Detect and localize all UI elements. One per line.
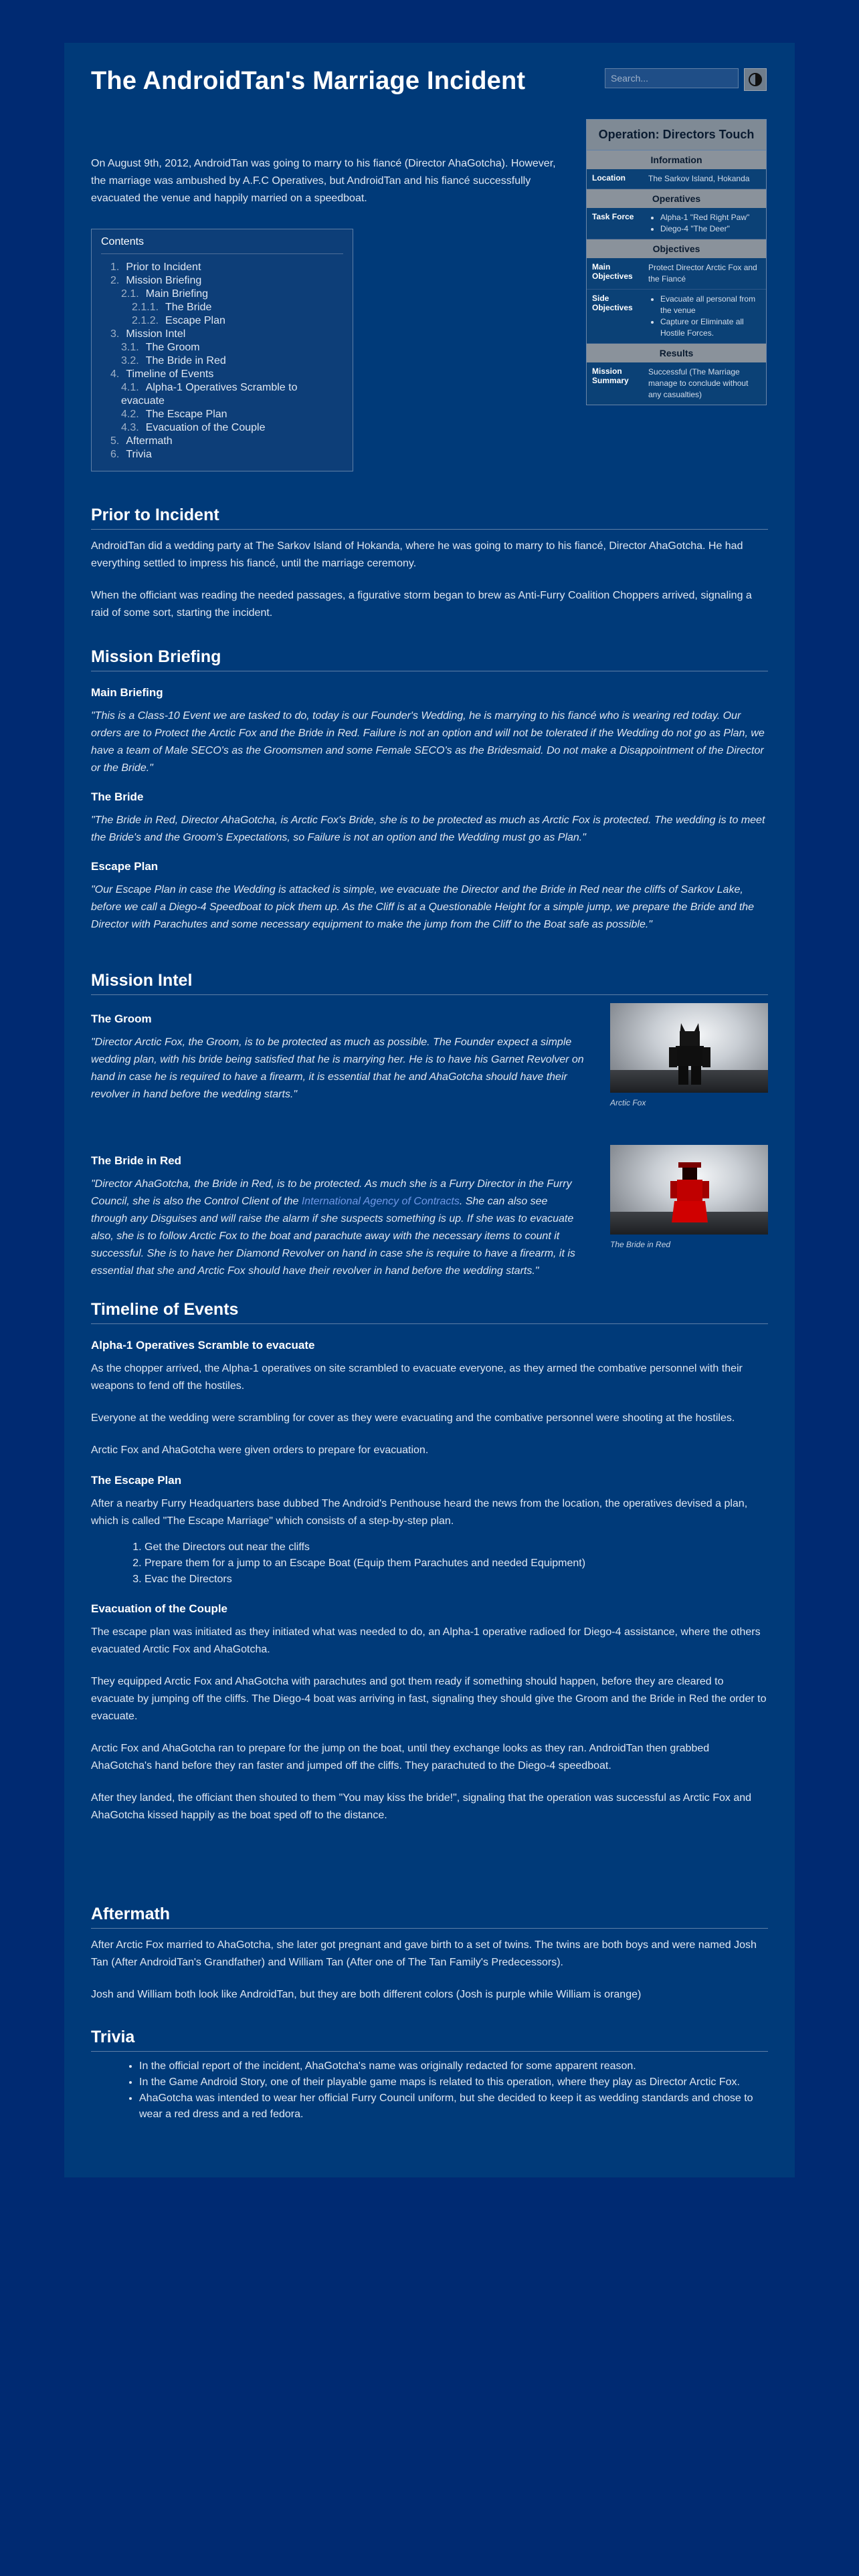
- quote-text: "Director AhaGotcha, the Bride in Red, is to be protected. As much she is a Furry Director in the Furry Council, she is also the Control Client of the: [91, 1178, 572, 1207]
- subsection-heading: Evacuation of the Couple: [91, 1602, 228, 1615]
- infobox-information-header: Information: [587, 150, 766, 169]
- section-the-bride-in-red: [91, 1154, 586, 1280]
- half-circle-icon: [748, 72, 763, 87]
- toc-label: The Groom: [145, 342, 200, 353]
- section-timeline: [91, 1300, 768, 1824]
- infobox-label: Task Force: [592, 212, 634, 221]
- toc-label: Mission Briefing: [126, 275, 202, 286]
- infobox-value: The Sarkov Island, Hokanda: [648, 174, 750, 183]
- search-input[interactable]: Search...: [605, 68, 739, 88]
- toc-item-main-briefing[interactable]: [101, 288, 343, 301]
- quote-paragraph: "The Bride in Red, Director AhaGotcha, is Arctic Fox's Bride, she is to be protected as much as Arctic Fox is protected. The wedding is to meet the Bride's and the Groom's Expectations, so Failure is not an option and the Wedding must go as Plan.": [91, 815, 765, 843]
- infobox-value: [648, 212, 761, 235]
- toc-item-mission-intel[interactable]: [101, 328, 343, 341]
- toc-item-the-groom[interactable]: [101, 341, 343, 354]
- section-heading: Timeline of Events: [91, 1300, 768, 1324]
- figure-caption: Arctic Fox: [610, 1098, 646, 1107]
- paragraph: Arctic Fox and AhaGotcha ran to prepare for the jump on the boat, until they exchange looks as they ran. AndroidTan then grabbed AhaGotcha's hand before they ran faster and jumped off the cliffs. They parachuted to the Diego-4 speedboat.: [91, 1743, 710, 1772]
- infobox-value: Protect Director Arctic Fox and the Fiancé: [648, 263, 757, 284]
- subsection-heading: Alpha-1 Operatives Scramble to evacuate: [91, 1339, 315, 1352]
- toc-label: Evacuation of the Couple: [145, 422, 266, 433]
- list-item: • In the official report of the incident, AhaGotcha's name was originally redacted for some apparent reason.: [139, 2058, 768, 2074]
- toc-label: The Bride: [165, 302, 212, 313]
- list-item: • Diego-4 "The Deer": [660, 223, 761, 235]
- toc-number: 2.: [110, 275, 120, 286]
- section-prior: [91, 506, 768, 622]
- section-heading: Mission Briefing: [91, 647, 768, 671]
- international-agency-of-contracts-link[interactable]: International Agency of Contracts: [301, 1196, 460, 1207]
- paragraph: Everyone at the wedding were scrambling for cover as they were evacuating and the combative personnel were shooting at the hostiles.: [91, 1412, 735, 1424]
- figure-arctic-fox: [610, 1003, 768, 1107]
- quote-text: . She can also see through any Disguises and will raise the alarm if she suspects something is up. If she was to evacuate also, she is to follow Arctic Fox to the boat and parachute away with the necessary items to count it successful. She is to have her Diamond Revolver on hand in case she is require to have a firearm, it is essential that she and Arctic Fox should have their revolver in hand before the wedding starts.": [91, 1196, 575, 1277]
- section-mission-briefing: [91, 647, 768, 934]
- infobox-label: Side Objectives: [592, 294, 633, 312]
- section-heading: Aftermath: [91, 1905, 768, 1929]
- section-heading: Trivia: [91, 2028, 768, 2052]
- list-item: • Capture or Eliminate all Hostile Forces.: [660, 316, 761, 339]
- toc-title: Contents: [101, 236, 343, 254]
- page-title: The AndroidTan's Marriage Incident: [91, 67, 526, 95]
- toc-label: Trivia: [126, 449, 152, 460]
- section-heading: Mission Intel: [91, 971, 768, 995]
- paragraph: When the officiant was reading the needed passages, a figurative storm began to brew as Anti-Furry Coalition Choppers arrived, signaling a raid of some sort, starting the incident.: [91, 590, 752, 619]
- toc-label: Timeline of Events: [126, 368, 214, 380]
- toc-number: 2.1.2.: [132, 315, 159, 326]
- paragraph: AndroidTan did a wedding party at The Sarkov Island of Hokanda, where he was going to marry to his fiancé, Director AhaGotcha. He had everything settled to impress his fiancé, until the marriage ceremony.: [91, 540, 743, 569]
- subsection-heading: The Groom: [91, 1012, 152, 1025]
- toc-label: Escape Plan: [165, 315, 225, 326]
- toc-label: The Bride in Red: [145, 355, 226, 366]
- infobox-label: Main Objectives: [592, 262, 633, 281]
- toc-item-timeline[interactable]: [101, 368, 343, 381]
- toc-number: 3.2.: [121, 355, 139, 366]
- intro-paragraph: On August 9th, 2012, AndroidTan was going to marry to his fiancé (Director AhaGotcha). However, the marriage was ambushed by A.F.C Operatives, but AndroidTan and his fiancé successfully evacuated the venue and happily married on a speedboat.: [91, 158, 556, 204]
- toc-label: The Escape Plan: [145, 409, 227, 420]
- quote-paragraph: "Director Arctic Fox, the Groom, is to be protected as much as possible. The Founder expect a simple wedding plan, with his bride being satisfied that he is marrying her. He is to have his Garnet Revolver on hand in case he is required to have a firearm, it is essential that he and AhaGotcha should have their revolver in hand before the wedding starts.": [91, 1037, 584, 1100]
- toc-item-the-bride[interactable]: [101, 301, 343, 314]
- bride-in-red-image: [610, 1145, 768, 1235]
- infobox-main-objectives-row: [587, 258, 766, 290]
- paragraph: Josh and William both look like AndroidTan, but they are both different colors (Josh is purple while William is orange): [91, 1989, 642, 2000]
- section-the-groom: [91, 1012, 586, 1103]
- list-item: • AhaGotcha was intended to wear her official Furry Council uniform, but she decided to keep it as wedding standards and chose to wear a red dress and a red fedora.: [139, 2090, 768, 2123]
- infobox-summary-row: [587, 362, 766, 405]
- subsection-heading: Main Briefing: [91, 686, 163, 699]
- theme-toggle-button[interactable]: [744, 68, 767, 91]
- toc-item-mission-briefing[interactable]: [101, 274, 343, 288]
- subsection-heading: The Bride in Red: [91, 1154, 182, 1167]
- toc-item-scramble[interactable]: [101, 381, 343, 408]
- subsection-heading: The Escape Plan: [91, 1474, 182, 1487]
- toc-number: 5.: [110, 435, 120, 447]
- section-mission-intel: [91, 971, 768, 995]
- list-item: 2. Prepare them for a jump to an Escape Boat (Equip them Parachutes and needed Equipment): [145, 1555, 768, 1572]
- toc-number: 3.: [110, 328, 120, 340]
- toc-label: Mission Intel: [126, 328, 186, 340]
- infobox-label: Mission Summary: [592, 366, 629, 385]
- infobox-title: Operation: Directors Touch: [587, 120, 766, 150]
- toc-label: Main Briefing: [145, 288, 209, 300]
- character-silhouette-icon: [666, 1022, 713, 1086]
- figure-caption: The Bride in Red: [610, 1240, 671, 1249]
- toc-number: 3.1.: [121, 342, 139, 353]
- toc-number: 2.1.1.: [132, 302, 159, 313]
- infobox-label: Location: [592, 173, 626, 183]
- infobox-location-row: [587, 169, 766, 189]
- toc-label: Aftermath: [126, 435, 173, 447]
- toc-number: 2.1.: [121, 288, 139, 300]
- infobox-results-header: Results: [587, 344, 766, 362]
- infobox-objectives-header: Objectives: [587, 239, 766, 258]
- trivia-list: [91, 2058, 768, 2123]
- infobox-operatives-header: Operatives: [587, 189, 766, 208]
- paragraph: After Arctic Fox married to AhaGotcha, she later got pregnant and gave birth to a set of twins. The twins are both boys and were named Josh Tan (After AndroidTan's Grandfather) and William Tan (After one of The Tan Family's Predecessors).: [91, 1939, 757, 1968]
- section-aftermath: [91, 1905, 768, 2004]
- figure-bride-in-red: [610, 1145, 768, 1249]
- infobox-value: Successful (The Marriage manage to conclude without any casualties): [648, 367, 749, 399]
- toc-number: 4.2.: [121, 409, 139, 420]
- list-item: • In the Game Android Story, one of their playable game maps is related to this operation, where they play as Director Arctic Fox.: [139, 2074, 768, 2090]
- paragraph: As the chopper arrived, the Alpha-1 operatives on site scrambled to evacuate everyone, as they armed the combative personnel with their weapons to fend off the hostiles.: [91, 1363, 743, 1392]
- paragraph: After they landed, the officiant then shouted to them "You may kiss the bride!", signaling that the operation was successful as Arctic Fox and AhaGotcha kissed happily as the boat sped off to the distance.: [91, 1792, 752, 1821]
- toc-number: 4.3.: [121, 422, 139, 433]
- quote-paragraph: "This is a Class-10 Event we are tasked to do, today is our Founder's Wedding, he is marrying to his fiancé who is wearing red today. Our orders are to Protect the Arctic Fox and the Bride in Red. Failure is not an option and will not be tolerated if the Wedding do not go as Plan, we have a team of Male SECO's as the Groomsmen and some Female SECO's as the Bridesmaid. Do not make a Disappointment of the Director or the Bride.": [91, 710, 765, 774]
- paragraph: They equipped Arctic Fox and AhaGotcha with parachutes and got them ready if something should happen, before they are cleared to evacuate by jumping off the cliffs. The Diego-4 boat was arriving in fast, signaling they should give the Groom and the Bride in Red the order to evacuate.: [91, 1676, 767, 1722]
- section-heading: Prior to Incident: [91, 506, 768, 530]
- character-silhouette-icon: [669, 1161, 710, 1225]
- subsection-heading: The Bride: [91, 790, 144, 803]
- toc-label: Prior to Incident: [126, 261, 201, 273]
- toc-number: 1.: [110, 261, 120, 273]
- infobox-task-force-row: [587, 208, 766, 239]
- toc-label: Alpha-1 Operatives Scramble to evacuate: [121, 382, 298, 407]
- toc-item-trivia[interactable]: [101, 448, 343, 461]
- toc-item-bride-in-red[interactable]: [101, 354, 343, 368]
- list-item: 3. Evac the Directors: [145, 1572, 768, 1588]
- list-item: 1. Get the Directors out near the cliffs: [145, 1539, 768, 1555]
- paragraph: After a nearby Furry Headquarters base dubbed The Android's Penthouse heard the news from the location, the operatives devised a plan, which is called "The Escape Marriage" which consists of a step-by-step plan.: [91, 1498, 748, 1527]
- quote-paragraph: "Our Escape Plan in case the Wedding is attacked is simple, we evacuate the Director and the Bride in Red near the cliffs of Sarkov Lake, before we call a Diego-4 Speedboat to pick them up. As the Cliff is at a Questionable Height for a simple jump, we prepare the Bride and the Director with Parachutes and some necessary equipment to make the jump from the Cliff to the Boat safe as possible.": [91, 884, 755, 930]
- subsection-heading: Escape Plan: [91, 860, 159, 873]
- table-of-contents: [91, 229, 353, 471]
- toc-item-the-escape-plan[interactable]: [101, 408, 343, 421]
- toc-item-prior[interactable]: [101, 261, 343, 274]
- paragraph: The escape plan was initiated as they initiated what was needed to do, an Alpha-1 operative radioed for Diego-4 assistance, where the others evacuated Arctic Fox and AhaGotcha.: [91, 1626, 761, 1655]
- toc-item-escape-plan[interactable]: [101, 314, 343, 328]
- escape-plan-steps: [91, 1539, 768, 1588]
- toc-item-evacuation[interactable]: [101, 421, 343, 435]
- section-trivia: [91, 2028, 768, 2123]
- quote-paragraph: [91, 1176, 586, 1280]
- arctic-fox-image: [610, 1003, 768, 1093]
- infobox-value: [648, 294, 761, 339]
- paragraph: Arctic Fox and AhaGotcha were given orders to prepare for evacuation.: [91, 1444, 429, 1456]
- infobox: [586, 119, 767, 405]
- toc-number: 4.1.: [121, 382, 139, 393]
- article-page: [64, 43, 795, 2177]
- list-item: • Alpha-1 "Red Right Paw": [660, 212, 761, 223]
- list-item: • Evacuate all personal from the venue: [660, 294, 761, 316]
- infobox-side-objectives-row: [587, 290, 766, 344]
- toc-item-aftermath[interactable]: [101, 435, 343, 448]
- toc-number: 4.: [110, 368, 120, 380]
- toc-number: 6.: [110, 449, 120, 460]
